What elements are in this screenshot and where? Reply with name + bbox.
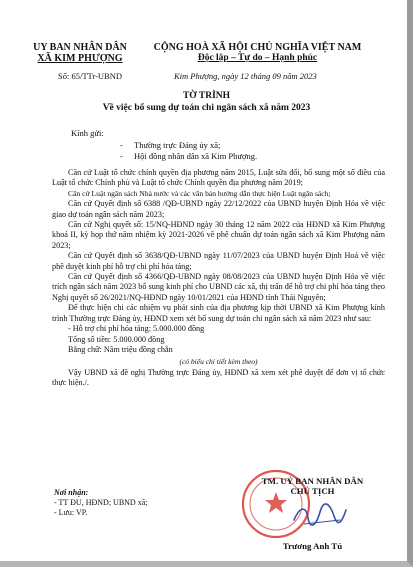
item-2: Tổng số tiền: 5.000.000 đồng	[68, 334, 165, 344]
paragraph-1: Căn cứ Luật tổ chức chính quyền địa phương năm 2015, Luật sửa đổi, bổ sung một số điều của Luật tổ chức Chính phủ và Luật tổ chức Chính quyền địa phương năm 2019;	[52, 168, 385, 188]
recipient-2: - Hội đồng nhân dân xã Kim Phượng.	[120, 151, 258, 161]
paragraph-2: Căn cứ Luật ngân sách Nhà nước và các văn bản hướng dẫn thực hiện Luật ngân sách;	[68, 188, 331, 198]
signature-title-1: TM. UỶ BAN NHÂN DÂN	[261, 476, 364, 486]
attachment-note: (có biểu chi tiết kèm theo)	[179, 357, 258, 367]
recipient-1: - Thường trực Đảng ủy xã;	[120, 140, 221, 150]
salutation-label: Kính gửi:	[71, 128, 104, 138]
signature-block	[250, 476, 375, 551]
document-body	[52, 168, 385, 389]
distribution-line-1: - TT ĐU, HĐND; UBND xã;	[54, 498, 148, 507]
paragraph-5: Căn cứ Quyết định số 3638/QĐ-UBND ngày 11/07/2023 của UBND huyện Định Hoá về việc phê duyệt kinh phí hỗ trợ chi phí hỏa táng;	[52, 251, 385, 271]
document-number: Số: 65/TTr-UBND	[58, 71, 122, 81]
distribution-label: Nơi nhận:	[54, 488, 89, 497]
recipient-2-text: Hội đồng nhân dân xã Kim Phượng.	[134, 151, 258, 161]
recipient-1-text: Thường trực Đảng ủy xã;	[134, 140, 221, 150]
nation-line-1: CỘNG HOÀ XÃ HỘI CHỦ NGHĨA VIỆT NAM	[153, 42, 362, 53]
handwritten-signature-icon	[290, 500, 350, 530]
item-3: Bằng chữ: Năm triệu đồng chẵn	[68, 344, 173, 354]
distribution-line-2: - Lưu: VP.	[54, 508, 88, 517]
signer-name: Trương Anh Tú	[282, 541, 343, 551]
document-subtitle: Về việc bổ sung dự toán chi ngân sách xã năm 2023	[102, 103, 311, 113]
org-line-1: UY BAN NHÂN DÂN	[33, 42, 127, 53]
org-line-2: XÃ KIM PHƯỢNG	[37, 53, 123, 64]
paragraph-3: Căn cứ Quyết định số 6388 /QĐ-UBND ngày 22/12/2022 của UBND huyện Định Hóa về việc giao dự toán ngân sách năm 2023;	[52, 199, 385, 219]
document-title: TỜ TRÌNH	[182, 91, 231, 101]
signature-title-2: CHỦ TỊCH	[290, 486, 335, 496]
paragraph-4: Căn cứ Nghị quyết số: 15/NQ-HĐND ngày 30 tháng 12 năm 2022 của HĐND xã Kim Phượng khoá II, kỳ họp thứ năm nhiệm kỳ 2021-2026 về phê chuẩn dự toán ngân sách xã Kim Phượng năm 2023;	[52, 220, 385, 250]
distribution-list	[54, 488, 147, 518]
place-date: Kim Phượng, ngày 12 tháng 09 năm 2023	[174, 71, 317, 81]
nation-line-2: Độc lập – Tự do – Hạnh phúc	[197, 53, 318, 63]
paragraph-8: Vậy UBND xã đề nghị Thường trực Đảng ủy, HĐND xã xem xét phê duyệt để đơn vị tổ chức thực hiện./.	[52, 367, 385, 388]
paragraph-6: Căn cứ Quyết định số 4366/QĐ-UBND ngày 08/08/2023 của UBND huyện Định Hóa về việc trích ngân sách năm 2023 bổ sung kinh phí cho UBND các xã, thị trấn để hỗ trợ chi phí hỏa táng theo Nghị quyết số 26/2021/NQ-HĐND ngày 10/01/2021 của HĐND tỉnh Thái Nguyên;	[52, 272, 385, 302]
paragraph-7: Để thực hiện chi các nhiệm vụ phát sinh của địa phương kịp thời UBND xã Kim Phượng kính trình Thường trực Đảng ủy, HĐND xem xét bổ sung dự toán chi ngân sách xã năm 2023 như sau:	[52, 303, 385, 323]
item-1: - Hỗ trợ chi phí hỏa táng: 5.000.000 đồng	[68, 324, 205, 334]
national-header	[140, 42, 375, 64]
issuing-organization	[24, 42, 136, 64]
